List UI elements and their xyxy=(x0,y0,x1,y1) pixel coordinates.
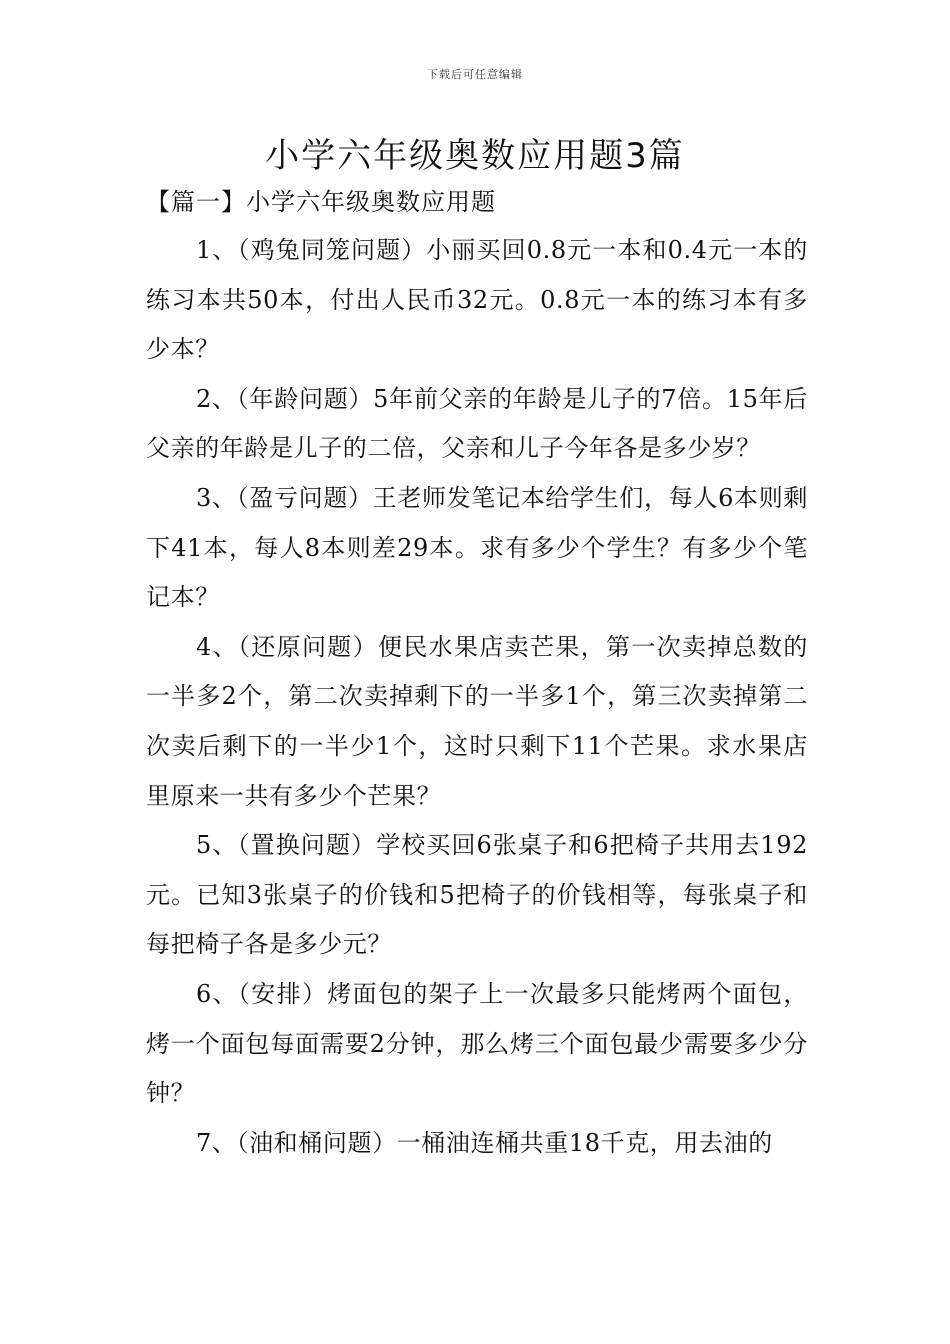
document-title: 小学六年级奥数应用题3篇 xyxy=(265,136,685,176)
question-6: 6、（安排）烤面包的架子上一次最多只能烤两个面包，烤一个面包每面需要2分钟，那么烤三个面包最少需要多少分钟？ xyxy=(146,979,808,1108)
question-3: 3、（盈亏问题）王老师发笔记本给学生们，每人6本则剩下41本，每人8本则差29本。求有多少个学生？有多少个笔记本？ xyxy=(146,483,808,612)
question-1: 1、（鸡兔同笼问题）小丽买回0.8元一本和0.4元一本的练习本共50本，付出人民币32元。0.8元一本的练习本有多少本？ xyxy=(146,236,808,364)
question-list xyxy=(146,226,808,1168)
question-2: 2、（年龄问题）5年前父亲的年龄是儿子的7倍。15年后父亲的年龄是儿子的二倍，父亲和儿子今年各是多少岁？ xyxy=(146,384,808,463)
header-note: 下载后可任意编辑 xyxy=(427,68,523,81)
question-4: 4、（还原问题）便民水果店卖芒果，第一次卖掉总数的一半多2个，第二次卖掉剩下的一半多1个，第三次卖掉第二次卖后剩下的一半少1个，这时只剩下11个芒果。求水果店里原来一共有多少个芒果？ xyxy=(146,632,808,810)
section-heading: 【篇一】小学六年级奥数应用题 xyxy=(146,188,496,216)
question-5: 5、（置换问题）学校买回6张桌子和6把椅子共用去192元。已知3张桌子的价钱和5把椅子的价钱相等，每张桌子和每把椅子各是多少元？ xyxy=(146,831,808,959)
question-7: 7、（油和桶问题）一桶油连桶共重18千克，用去油的 xyxy=(196,1128,773,1157)
